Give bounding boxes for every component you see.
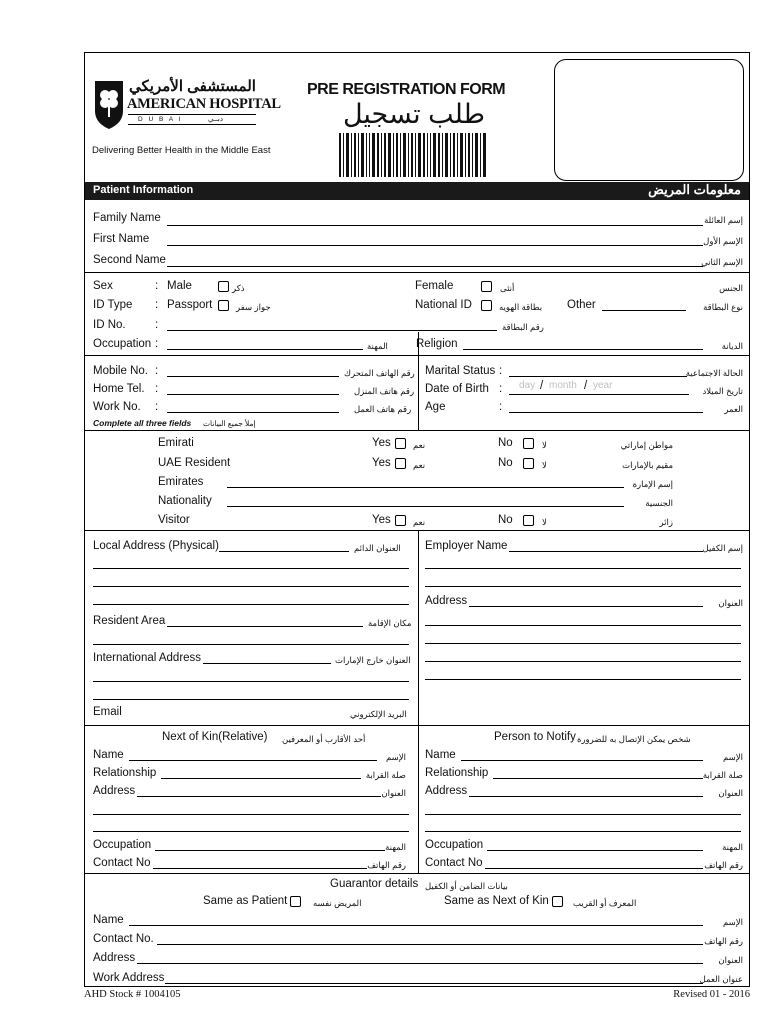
stock-number: AHD Stock # 1004105 — [84, 989, 181, 1000]
age-ar: العمر — [724, 404, 743, 414]
national-id-ar: بطاقة الهويه — [499, 302, 543, 312]
divider — [85, 272, 749, 273]
divider — [85, 530, 749, 531]
mobile-field[interactable] — [167, 376, 339, 377]
guarantor-contact-ar: رقم الهاتف — [704, 936, 743, 946]
family-name-ar: إسم العائلة — [704, 215, 743, 225]
same-as-patient-ar: المريض نفسه — [313, 898, 362, 908]
other-label: Other — [567, 299, 596, 311]
yes-ar: نعم — [413, 517, 426, 527]
colon: : — [155, 299, 159, 311]
divider — [85, 355, 749, 356]
resident-area-field[interactable] — [167, 626, 363, 627]
notify-contact-field[interactable] — [485, 868, 703, 869]
female-checkbox[interactable] — [481, 281, 492, 292]
colon: : — [155, 338, 159, 350]
second-name-ar: الإسم الثاني — [701, 257, 743, 267]
nationality-ar: الجنسية — [645, 498, 673, 508]
sex-label: Sex — [93, 280, 113, 292]
divider — [85, 430, 749, 431]
person-to-notify-title: Person to Notify — [494, 731, 576, 743]
kin-occupation-field[interactable] — [155, 850, 385, 851]
emirati-label: Emirati — [158, 437, 194, 449]
employer-address-line[interactable] — [425, 679, 741, 680]
kin-occupation-label: Occupation — [93, 839, 152, 851]
resident-no-label: No — [498, 457, 513, 469]
second-name-label: Second Name — [93, 254, 166, 266]
occupation-ar: المهنة — [367, 341, 388, 351]
visitor-ar: زائر — [659, 517, 673, 527]
guarantor-name-ar: الإسم — [723, 917, 743, 927]
nationality-field[interactable] — [227, 506, 624, 507]
same-as-patient-label: Same as Patient — [203, 895, 288, 907]
notify-name-label: Name — [425, 749, 456, 761]
id-type-ar: نوع البطاقة — [703, 302, 743, 312]
visitor-yes-checkbox[interactable] — [395, 515, 406, 526]
id-no-ar: رقم البطاقة — [502, 322, 544, 332]
employer-address-label: Address — [425, 595, 468, 607]
employer-name-ar: إسم الكفيل — [702, 543, 743, 553]
dob-day-placeholder: day — [519, 380, 536, 391]
divider — [418, 530, 419, 725]
notify-occupation-ar: المهنة — [722, 842, 743, 852]
occupation-field[interactable] — [167, 349, 363, 350]
emirates-ar: إسم الإمارة — [632, 479, 673, 489]
uae-resident-label: UAE Resident — [158, 457, 231, 469]
notify-relationship-field[interactable] — [493, 778, 703, 779]
notify-contact-ar: رقم الهاتف — [704, 860, 743, 870]
first-name-label: First Name — [93, 233, 150, 245]
family-name-field[interactable] — [167, 225, 703, 226]
guarantor-contact-label: Contact No. — [93, 933, 154, 945]
colon: : — [499, 383, 503, 395]
colon: : — [155, 383, 159, 395]
notify-relationship-ar: صلة القرابة — [702, 770, 743, 780]
yes-ar: نعم — [413, 440, 426, 450]
second-name-field[interactable] — [167, 266, 703, 267]
notify-address-ar: العنوان — [718, 788, 743, 798]
emirates-field[interactable] — [227, 487, 624, 488]
female-label: Female — [415, 280, 454, 292]
passport-checkbox[interactable] — [218, 300, 229, 311]
mobile-label: Mobile No. — [93, 365, 148, 377]
colon: : — [155, 280, 159, 292]
form-title-arabic: طلب تسجيل — [342, 99, 486, 129]
guarantor-address-field[interactable] — [137, 963, 703, 964]
no-ar: لا — [542, 440, 547, 450]
occupation-label: Occupation — [93, 338, 152, 350]
guarantor-work-address-label: Work Address — [93, 972, 165, 984]
employer-name-field[interactable] — [509, 551, 703, 552]
email-ar: البريد الإلكتروني — [350, 709, 407, 719]
kin-relationship-ar: صلة القرابة — [365, 770, 406, 780]
guarantor-contact-field[interactable] — [157, 944, 703, 945]
local-address-line[interactable] — [93, 586, 409, 587]
notify-address-line[interactable] — [425, 831, 741, 832]
photo-box[interactable] — [554, 59, 744, 181]
dob-field[interactable] — [509, 394, 689, 395]
home-tel-label: Home Tel. — [93, 383, 145, 395]
employer-name-label: Employer Name — [425, 540, 508, 552]
international-address-line[interactable] — [93, 681, 409, 682]
male-checkbox[interactable] — [218, 281, 229, 292]
divider — [418, 725, 419, 873]
international-address-label: International Address — [93, 652, 202, 664]
id-no-label: ID No. — [93, 319, 126, 331]
employer-address-ar: العنوان — [718, 598, 743, 608]
visitor-no-checkbox[interactable] — [523, 515, 534, 526]
id-no-field[interactable] — [167, 330, 497, 331]
religion-label: Religion — [416, 338, 458, 350]
emirates-label: Emirates — [158, 476, 204, 488]
national-id-label: National ID — [415, 299, 472, 311]
age-label: Age — [425, 401, 446, 413]
emirati-no-label: No — [498, 437, 513, 449]
colon: : — [499, 365, 503, 377]
notify-occupation-label: Occupation — [425, 839, 484, 851]
kin-name-label: Name — [93, 749, 124, 761]
notify-occupation-field[interactable] — [487, 850, 703, 851]
dob-separator: / — [540, 380, 544, 392]
patient-info-bar: Patient Information معلومات المريض — [85, 182, 749, 200]
visitor-no-label: No — [498, 514, 513, 526]
guarantor-work-address-ar: عنوان العمل — [699, 974, 743, 984]
age-field[interactable] — [509, 412, 703, 413]
emirati-no-checkbox[interactable] — [523, 438, 534, 449]
resident-yes-checkbox[interactable] — [395, 458, 406, 469]
kin-name-ar: الإسم — [386, 752, 406, 762]
local-address-ar: العنوان الدائم — [354, 543, 401, 553]
visitor-label: Visitor — [158, 514, 190, 526]
same-as-kin-label: Same as Next of Kin — [444, 895, 549, 907]
work-no-ar: رقم هاتف العمل — [354, 404, 412, 414]
employer-address-line[interactable] — [425, 643, 741, 644]
kin-address-field[interactable] — [137, 796, 381, 797]
dob-year-placeholder: year — [593, 380, 613, 391]
notify-relationship-label: Relationship — [425, 767, 489, 779]
uae-resident-ar: مقيم بالإمارات — [622, 460, 673, 470]
family-name-label: Family Name — [93, 212, 161, 224]
dob-separator: / — [584, 380, 588, 392]
complete-fields-note-ar: إملأ جميع البيانات — [203, 419, 256, 428]
divider — [418, 355, 419, 430]
tagline: Delivering Better Health in the Middle East — [92, 145, 271, 156]
other-id-field[interactable] — [602, 310, 686, 311]
local-address-line[interactable] — [93, 604, 409, 605]
visitor-yes-label: Yes — [372, 514, 391, 526]
first-name-ar: الإسم الأول — [703, 236, 743, 246]
passport-label: Passport — [167, 299, 213, 311]
notify-address-line[interactable] — [425, 814, 741, 815]
logo-arabic: المستشفى الأمريكي — [129, 78, 256, 95]
kin-contact-ar: رقم الهاتف — [367, 860, 406, 870]
local-address-label: Local Address (Physical) — [93, 540, 219, 552]
international-address-line[interactable] — [93, 699, 409, 700]
employer-address-line[interactable] — [425, 625, 741, 626]
kin-relationship-field[interactable] — [161, 778, 361, 779]
international-address-field[interactable] — [203, 663, 331, 664]
resident-area-label: Resident Area — [93, 615, 166, 627]
marital-status-label: Marital Status — [425, 365, 496, 377]
emirati-ar: مواطن إماراتي — [620, 440, 673, 450]
guarantor-name-label: Name — [93, 914, 124, 926]
international-address-ar: العنوان خارج الإمارات — [335, 655, 411, 665]
email-label: Email — [93, 706, 122, 718]
kin-address-line[interactable] — [93, 831, 409, 832]
kin-contact-label: Contact No — [93, 857, 151, 869]
kin-relationship-label: Relationship — [93, 767, 157, 779]
notify-contact-label: Contact No — [425, 857, 483, 869]
notify-name-field[interactable] — [461, 760, 703, 761]
home-tel-field[interactable] — [167, 394, 339, 395]
person-to-notify-title-ar: شخص يمكن الإتصال به للضرورة — [577, 734, 691, 744]
notify-name-ar: الإسم — [723, 752, 743, 762]
registration-form — [84, 52, 750, 987]
dob-label: Date of Birth — [425, 383, 489, 395]
no-ar: لا — [542, 517, 547, 527]
barcode — [339, 133, 487, 177]
revision-date: Revised 01 - 2016 — [673, 989, 750, 1000]
colon: : — [155, 401, 159, 413]
notify-address-label: Address — [425, 785, 468, 797]
mobile-ar: رقم الهاتف المتحرك — [344, 368, 415, 378]
passport-ar: جواز سفر — [236, 302, 271, 312]
marital-status-ar: الحالة الاجتماعية — [685, 368, 743, 378]
home-tel-ar: رقم هاتف المنزل — [354, 386, 415, 396]
id-type-label: ID Type — [93, 299, 133, 311]
national-id-checkbox[interactable] — [481, 300, 492, 311]
employer-address-line[interactable] — [425, 661, 741, 662]
employer-address-field[interactable] — [469, 606, 703, 607]
kin-address-label: Address — [93, 785, 136, 797]
nationality-label: Nationality — [158, 495, 212, 507]
same-as-kin-ar: المعرف أو القريب — [573, 898, 637, 908]
no-ar: لا — [542, 460, 547, 470]
resident-area-ar: مكان الإقامة — [368, 618, 412, 628]
colon: : — [155, 319, 159, 331]
female-ar: أنثى — [500, 283, 515, 293]
sex-ar: الجنس — [719, 283, 743, 293]
kin-address-ar: العنوان — [381, 788, 406, 798]
logo-subline: D U B A I دبــي — [128, 114, 256, 125]
complete-fields-note: Complete all three fields — [93, 418, 192, 428]
local-address-field[interactable] — [219, 551, 349, 552]
religion-ar: الديانة — [721, 341, 743, 351]
dob-month-placeholder: month — [549, 380, 577, 391]
emirati-yes-checkbox[interactable] — [395, 438, 406, 449]
guarantor-name-field[interactable] — [129, 925, 703, 926]
guarantor-address-ar: العنوان — [718, 955, 743, 965]
divider — [85, 873, 749, 874]
kin-contact-field[interactable] — [153, 868, 367, 869]
colon: : — [155, 365, 159, 377]
kin-occupation-ar: المهنة — [385, 842, 406, 852]
next-of-kin-title-ar: أحد الأقارب أو المعرفين — [282, 734, 366, 744]
guarantor-work-address-field[interactable] — [165, 983, 703, 984]
male-ar: ذكر — [232, 283, 245, 293]
emirati-yes-label: Yes — [372, 437, 391, 449]
guarantor-address-label: Address — [93, 952, 136, 964]
dob-ar: تاريخ الميلاد — [702, 386, 743, 396]
religion-field[interactable] — [463, 349, 703, 350]
divider — [85, 725, 749, 726]
resident-yes-label: Yes — [372, 457, 391, 469]
form-title: PRE REGISTRATION FORM — [307, 81, 506, 98]
local-address-line[interactable] — [93, 568, 409, 569]
resident-area-line[interactable] — [93, 644, 409, 645]
first-name-field[interactable] — [167, 245, 703, 246]
work-no-field[interactable] — [167, 412, 339, 413]
guarantor-title: Guarantor details — [330, 878, 419, 890]
same-as-kin-checkbox[interactable] — [552, 896, 563, 907]
yes-ar: نعم — [413, 460, 426, 470]
next-of-kin-title: Next of Kin(Relative) — [162, 731, 268, 743]
kin-name-field[interactable] — [129, 760, 377, 761]
clover-logo-icon — [95, 81, 123, 129]
notify-address-field[interactable] — [469, 796, 703, 797]
guarantor-title-ar: بيانات الضامن أو الكفيل — [425, 881, 508, 891]
male-label: Male — [167, 280, 192, 292]
resident-no-checkbox[interactable] — [523, 458, 534, 469]
employer-line[interactable] — [425, 586, 741, 587]
marital-status-field[interactable] — [509, 376, 687, 377]
kin-address-line[interactable] — [93, 814, 409, 815]
logo-english: AMERICAN HOSPITAL — [127, 96, 281, 112]
work-no-label: Work No. — [93, 401, 141, 413]
same-as-patient-checkbox[interactable] — [290, 896, 301, 907]
employer-line[interactable] — [425, 568, 741, 569]
colon: : — [499, 401, 503, 413]
